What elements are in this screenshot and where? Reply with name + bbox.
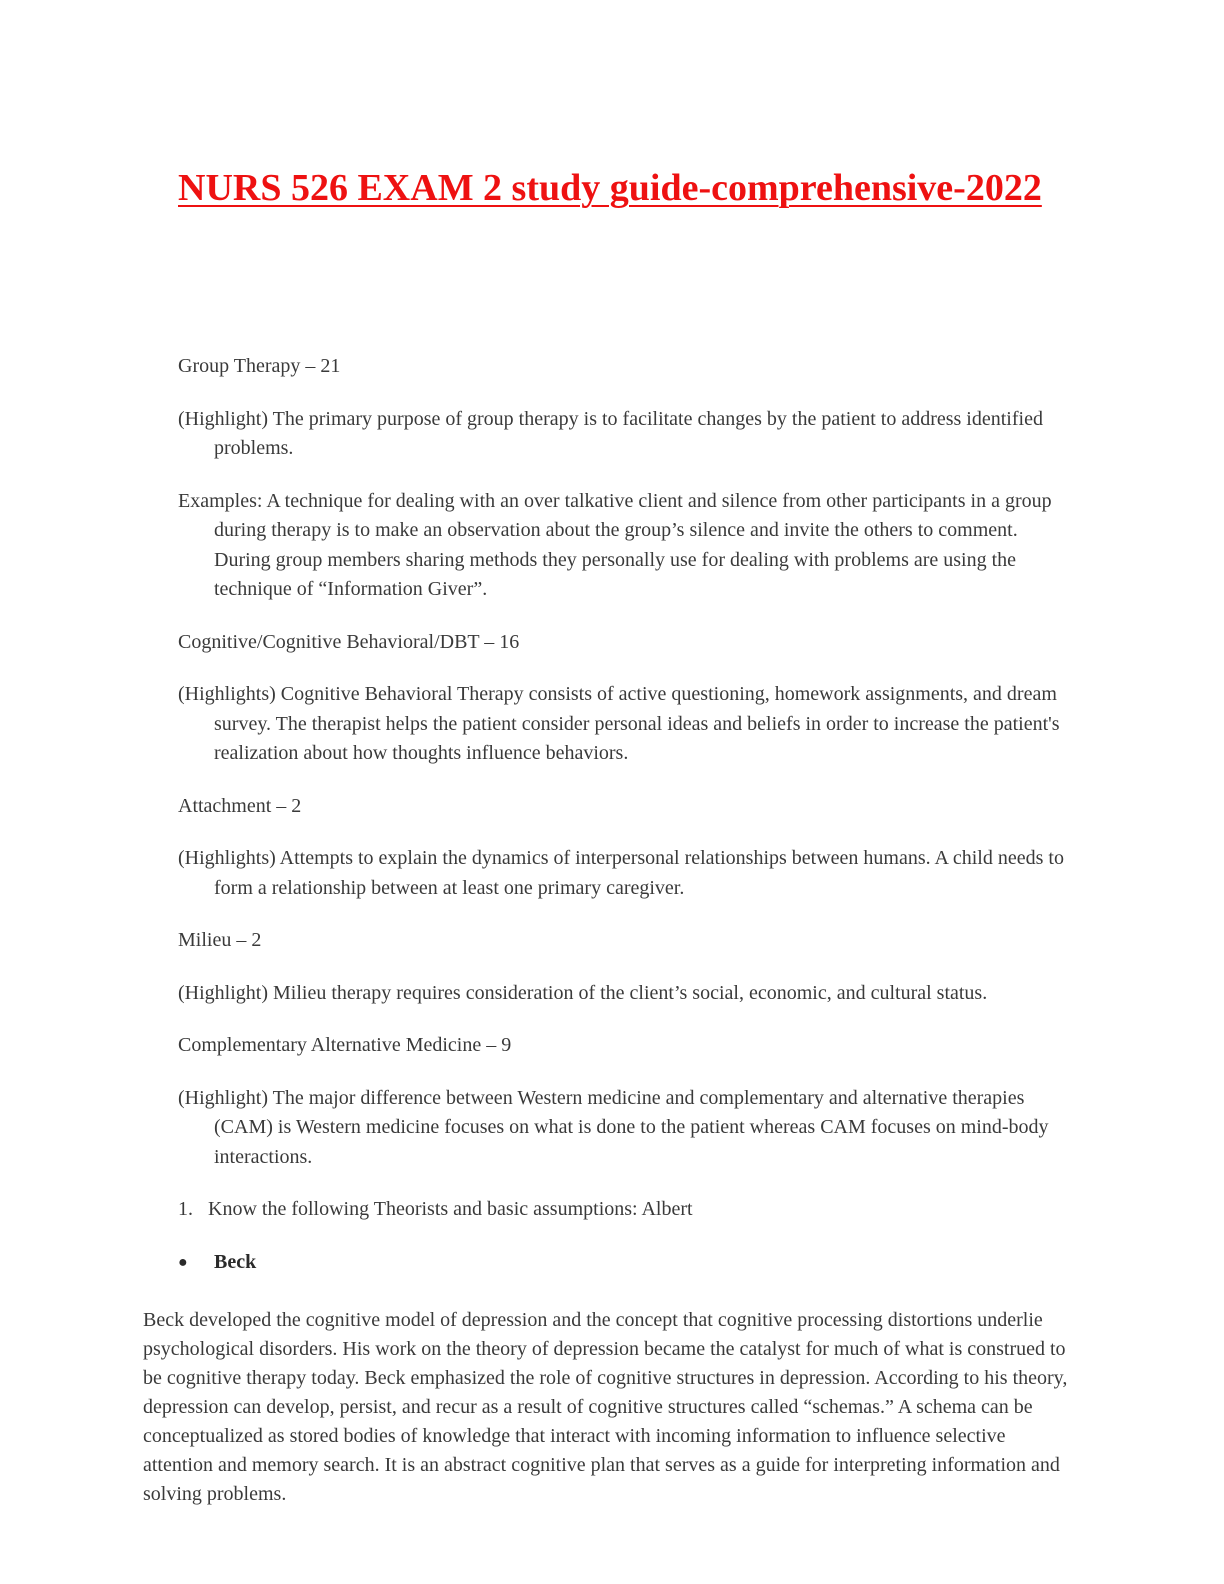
study-guide-content <box>178 352 1078 1300</box>
cam-highlight: (Highlight) The major difference between Western medicine and complementary and alternative therapies (CAM) is Western medicine focuses on what is done to the patient whereas CAM focuses on mind-body interactions. <box>178 1086 1049 1168</box>
beck-description-paragraph: Beck developed the cognitive model of depression and the concept that cognitive processing distortions underlie psychological disorders. His work on the theory of depression became the catalyst for much of what is construed to be cognitive therapy today. Beck emphasized the role of cognitive structures in depression. According to his theory, depression can develop, persist, and recur as a result of cognitive structures called “schemas.” A schema can be conceptualized as stored bodies of knowledge that interact with incoming information to influence selective attention and memory search. It is an abstract cognitive plan that serves as a guide for interpreting information and solving problems. <box>143 1309 1068 1505</box>
section-heading-cam: Complementary Alternative Medicine – 9 <box>178 1034 512 1056</box>
cognitive-highlight: (Highlights) Cognitive Behavioral Therapy consists of active questioning, homework assignments, and dream survey. The therapist helps the patient consider personal ideas and beliefs in order to increase the patient's realization about how thoughts influence behaviors. <box>178 683 1060 764</box>
group-therapy-examples: Examples: A technique for dealing with an over talkative client and silence from other participants in a group during therapy is to make an observation about the group’s silence and invite the others to comment. During group members sharing methods they personally use for dealing with problems are using the technique of “Information Giver”. <box>178 489 1052 600</box>
bullet-label: Beck <box>214 1250 257 1273</box>
bullet-item-beck <box>178 1248 1078 1278</box>
bullet-icon: ● <box>178 1253 188 1271</box>
section-heading-group-therapy: Group Therapy – 21 <box>178 355 341 377</box>
group-therapy-highlight: (Highlight) The primary purpose of group therapy is to facilitate changes by the patient to address identified problems. <box>178 407 1043 459</box>
milieu-highlight: (Highlight) Milieu therapy requires consideration of the client’s social, economic, and cultural status. <box>178 981 988 1004</box>
list-item-text: Know the following Theorists and basic assumptions: Albert <box>208 1198 693 1220</box>
section-heading-attachment: Attachment – 2 <box>178 794 302 817</box>
page-title: NURS 526 EXAM 2 study guide-comprehensive-2022 <box>178 167 1042 209</box>
list-number: 1. <box>178 1198 193 1220</box>
section-heading-milieu: Milieu – 2 <box>178 929 262 951</box>
numbered-list-item <box>178 1195 1078 1225</box>
attachment-highlight: (Highlights) Attempts to explain the dynamics of interpersonal relationships between humans. A child needs to form a relationship between at least one primary caregiver. <box>178 847 1064 899</box>
section-heading-cognitive: Cognitive/Cognitive Behavioral/DBT – 16 <box>178 630 520 653</box>
